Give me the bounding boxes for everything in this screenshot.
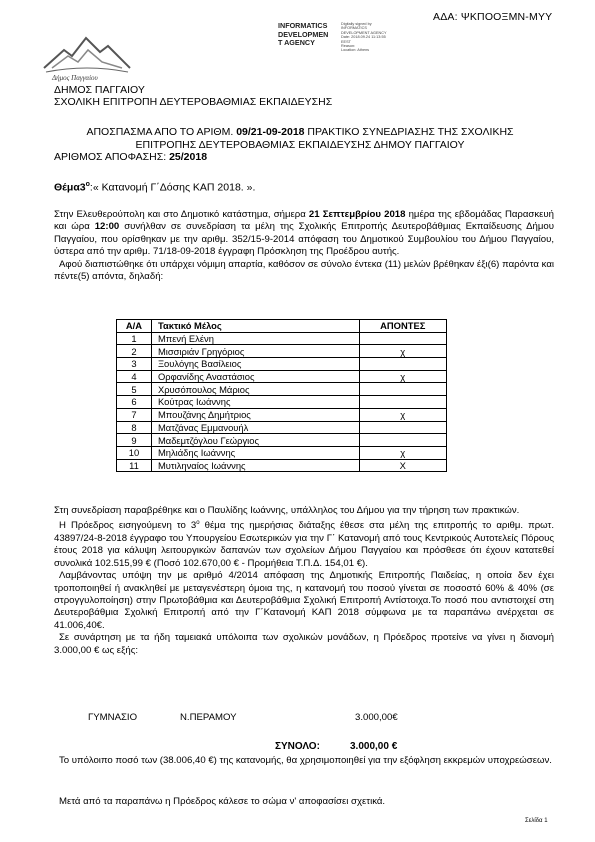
- table-row: [117, 421, 447, 434]
- decision-value: 25/2018: [169, 151, 208, 163]
- allocation-school: ΓΥΜΝΑΣΙΟ: [88, 712, 138, 723]
- table-row: [117, 459, 447, 472]
- signature-stamp: [278, 22, 328, 48]
- table-header-row: [117, 320, 447, 333]
- member-name: Ορφανίδης Αναστάσιος: [151, 370, 359, 383]
- row-number: 5: [117, 383, 152, 396]
- absence-mark: [359, 396, 446, 409]
- absence-mark: [359, 434, 446, 447]
- document-title: [30, 126, 570, 151]
- member-name: Μπενή Ελένη: [151, 332, 359, 345]
- minutes-number: 09/21-09-2018: [236, 126, 305, 138]
- title-line-2: ΕΠΙΤΡΟΠΗΣ ΔΕΥΤΕΡΟΒΑΘΜΙΑΣ ΕΚΠΑΙΔΕΥΣΗΣ ΔΗΜΟΥ ΠΑΓΓΑΙΟΥ: [135, 138, 465, 151]
- absence-mark: χ: [359, 408, 446, 421]
- closing-text: Μετά από τα παραπάνω η Πρόεδρος κάλεσε το σώμα ν' αποφασίσει σχετικά.: [59, 796, 386, 807]
- allocation-intro-paragraph: Σε συνάρτηση με τα ήδη ταμειακά υπόλοιπα των σχολικών μονάδων, η Πρόεδρος προτείνε να γίνει η διανομή 3.000,00 € ως εξής:: [54, 632, 554, 656]
- signature-detail-line: INFORMATICS: [341, 26, 367, 31]
- member-name: Χρυσόπουλος Μάριος: [151, 383, 359, 396]
- signature-detail-line: Digitally signed by: [341, 22, 372, 26]
- row-number: 6: [117, 396, 152, 409]
- signature-detail-line: DEVELOPMENT AGENCY: [341, 30, 387, 35]
- signature-details: [341, 22, 387, 53]
- decision-number: [54, 151, 207, 163]
- table-row: [117, 383, 447, 396]
- committee-name: ΣΧΟΛΙΚΗ ΕΠΙΤΡΟΠΗ ΔΕΥΤΕΡΟΒΑΘΜΙΑΣ ΕΚΠΑΙΔΕΥΣΗΣ: [54, 96, 333, 108]
- member-name: Κούτρας Ιωάννης: [151, 396, 359, 409]
- remainder-text: Το υπόλοιπο ποσό των (38.006,40 €) της κατανομής, θα χρησιμοποιηθεί για την εξόφληση εκκρεμών υποχρεώσεων.: [59, 755, 552, 766]
- subject-superscript: ο: [85, 181, 90, 188]
- table-row: [117, 396, 447, 409]
- logo-text: Δήμος Παγγαίου: [52, 74, 98, 82]
- member-name: Μηλιάδης Ιωάννης: [151, 446, 359, 459]
- member-name: Μισσιριάν Γρηγόριος: [151, 345, 359, 358]
- proposal-paragraph: [54, 517, 554, 570]
- subject-text: :« Κατανομή Γ΄Δόσης ΚΑΠ 2018. ».: [89, 181, 256, 194]
- absence-mark: [359, 332, 446, 345]
- table-row: [117, 332, 447, 345]
- stamp-line: T AGENCY: [278, 38, 315, 47]
- table-row: [117, 358, 447, 371]
- member-name: Μαδεμτζόγλου Γεώργιος: [151, 434, 359, 447]
- intro-text: Στην Ελευθερούπολη και στο Δημοτικό κατάστημα, σήμερα: [54, 209, 309, 220]
- stamp-line: INFORMATICS: [278, 21, 328, 30]
- row-number: 11: [117, 459, 152, 472]
- member-name: Ξουλόγης Βασίλειος: [151, 358, 359, 371]
- meeting-date: 21 Σεπτεμβρίου 2018: [308, 209, 406, 220]
- absence-mark: χ: [359, 446, 446, 459]
- signature-detail-line: Location: Athens: [341, 48, 370, 53]
- absence-mark: [359, 358, 446, 371]
- remaining-paragraph: [54, 755, 554, 767]
- title-suffix: ΠΡΑΚΤΙΚΟ ΣΥΝΕΔΡΙΑΣΗΣ ΤΗΣ ΣΧΟΛΙΚΗΣ: [304, 126, 514, 138]
- intro-text: συνήλθαν σε συνεδρίαση τα μέλη της Σχολικής Επιτροπής Δευτεροβάθμιας Εκπαίδευσης Δήμου Παγγαίου, που ορίσθηκαν με την αριθμ. 352/15-9-2014 απόφαση του Δημοτικού Συμβουλίου του Δήμου Παγγαίου, ύστερα από την αριθμ. 71/18-09-2018 έγγραφη Πρόσκληση της Προέδρου αυτής.: [54, 221, 554, 258]
- member-name: Μπουζάνης Δημήτριος: [151, 408, 359, 421]
- column-header: Α/Α: [117, 320, 152, 333]
- row-number: 1: [117, 332, 152, 345]
- row-number: 2: [117, 345, 152, 358]
- absence-mark: Χ: [359, 459, 446, 472]
- distribution-paragraph: Λαμβάνοντας υπόψη την με αριθμό 4/2014 απόφαση της Δημοτικής Επιτροπής Παιδείας, η οποία δεν έχει τροποποιηθεί ή ανακληθεί με μεταγενέστερη όμοια της, η κατανομή του ποσού γίνεται σε ποσοστό 60% & 40% (σε στρογγυλοποίηση) στην Πρωτοβάθμια και Δευτεροβάθμια Σχολική Επιτροπή Αντίστοιχα.Το ποσό που αντιστοιχεί στη Δευτεροβάθμια Σχολική Επιτροπή από την Γ΄Κατανομή ΚΑΠ 2018 σύμφωνα με τα παραπάνω ανέρχεται σε 41.006,40€.: [54, 570, 554, 631]
- row-number: 3: [117, 358, 152, 371]
- table-row: [117, 408, 447, 421]
- closing-paragraph: [54, 796, 554, 808]
- allocation-amount: 3.000,00€: [355, 712, 398, 723]
- signature-detail-line: Reason:: [341, 44, 356, 49]
- signature-detail-line: Date: 2018.09.24 11:13:55: [341, 35, 386, 40]
- row-number: 4: [117, 370, 152, 383]
- decision-label: ΑΡΙΘΜΟΣ ΑΠΟΦΑΣΗΣ:: [54, 151, 170, 163]
- intro-paragraph: [54, 209, 554, 283]
- total-label: ΣΥΝΟΛΟ:: [275, 741, 320, 752]
- absence-mark: [359, 383, 446, 396]
- member-name: Μυτιληναίος Ιωάννης: [151, 459, 359, 472]
- signature-detail-line: EEST: [341, 39, 351, 44]
- absence-mark: χ: [359, 370, 446, 383]
- allocation-place: Ν.ΠΕΡΑΜΟΥ: [180, 712, 237, 723]
- intro-text: ημέρα της εβδομάδας Παρασκευή και ώρα: [54, 209, 554, 233]
- members-table: [116, 319, 447, 472]
- row-number: 7: [117, 408, 152, 421]
- proposal-superscript: ο: [196, 520, 200, 527]
- member-name: Ματζάνας Εμμανουήλ: [151, 421, 359, 434]
- secretary-paragraph: Στη συνεδρίαση παραβρέθηκε και ο Παυλίδης Ιωάννης, υπάλληλος του Δήμου για την τήρηση των πρακτικών.: [54, 505, 520, 516]
- table-row: [117, 434, 447, 447]
- total-amount: 3.000,00 €: [350, 741, 398, 752]
- subject-label: Θέμα3: [54, 181, 86, 194]
- proposal-text: θέμα της ημερήσιας διάταξης έθεσε στα μέλη της επιτροπής το αριθμ. πρωτ. 43897/24-8-2018 έγγραφο του Υπουργείου Εσωτερικών για την Γ΄ Κατανομή από τους Κεντρικούς Αυτοτελείς Πόρους έτους 2018 για κάλυψη λειτουργικών δαπανών των σχολείων Δήμου Παγγαίου και πρόσθεσε ότι έχουν κατατεθεί συνολικά 102.515,99 € (Ποσό 102.670,00 € - Προμήθεια Τ.Π.Δ. 154,01 €).: [54, 520, 554, 569]
- column-header: ΑΠΟΝΤΕΣ: [359, 320, 446, 333]
- title-prefix: ΑΠΟΣΠΑΣΜΑ ΑΠΟ ΤΟ ΑΡΙΘΜ.: [86, 126, 237, 138]
- stamp-line: DEVELOPMEN: [278, 29, 329, 39]
- row-number: 8: [117, 421, 152, 434]
- municipality-name: ΔΗΜΟΣ ΠΑΓΓΑΙΟΥ: [54, 84, 145, 96]
- ada-code: ΑΔΑ: ΨΚΠΟΟΞΜΝ-ΜΥΥ: [433, 11, 553, 23]
- row-number: 10: [117, 446, 152, 459]
- table-row: [117, 446, 447, 459]
- absence-mark: χ: [359, 345, 446, 358]
- page-number: Σελίδα 1: [525, 818, 548, 824]
- absence-mark: [359, 421, 446, 434]
- proposal-text: Η Πρόεδρος εισηγούμενη το 3: [59, 520, 197, 532]
- column-header: Τακτικό Μέλος: [151, 320, 359, 333]
- meeting-time: 12:00: [94, 221, 120, 233]
- row-number: 9: [117, 434, 152, 447]
- quorum-paragraph: Αφού διαπιστώθηκε ότι υπάρχει νόμιμη απαρτία, καθόσον σε σύνολο έντεκα (11) μελών βρέθηκαν έξι(6) παρόντα και πέντε(5) απόντα, δηλαδή:: [54, 258, 554, 283]
- table-row: [117, 345, 447, 358]
- municipality-logo: [42, 28, 132, 80]
- subject-line: [54, 181, 255, 194]
- body-section: [54, 505, 554, 657]
- table-row: [117, 370, 447, 383]
